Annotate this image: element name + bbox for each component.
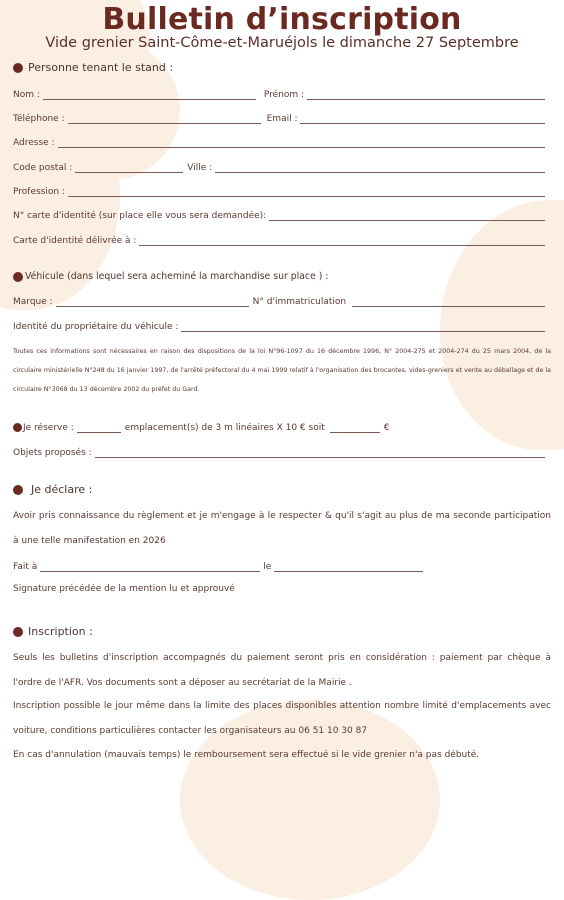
bullet-icon bbox=[13, 485, 23, 495]
row-adresse bbox=[13, 136, 545, 148]
field-immatriculation[interactable] bbox=[352, 297, 545, 307]
section-heading: Je déclare : bbox=[31, 483, 93, 496]
label-le: le bbox=[263, 562, 272, 572]
row-proprietaire bbox=[13, 320, 545, 332]
inscription-same-day-text: Inscription possible le jour même dans la limite des places disponibles attention nombre limité d'emplacements avec voiture, conditions particulières contacter les organisateurs au 06 51 10 30 87 bbox=[13, 701, 551, 736]
bullet-icon bbox=[13, 63, 23, 73]
field-fait-a[interactable] bbox=[40, 562, 260, 572]
field-marque[interactable] bbox=[56, 297, 249, 307]
field-nombre-emplacements[interactable] bbox=[77, 423, 121, 433]
section-inscription bbox=[13, 625, 93, 638]
field-ville[interactable] bbox=[215, 163, 545, 173]
declaration-text: Avoir pris connaissance du règlement et je m'engage à le respecter & qu'il s'agit au plus de ma seconde participation à une telle manifestation en 2026 bbox=[13, 511, 551, 546]
section-heading: Véhicule (dans lequel sera acheminé la marchandise sur place ) : bbox=[25, 271, 329, 282]
section-stand-holder bbox=[13, 61, 173, 74]
field-prenom[interactable] bbox=[307, 90, 545, 100]
label-carte-delivree: Carte d'identité délivrée à : bbox=[13, 236, 137, 246]
label-profession: Profession : bbox=[13, 187, 65, 197]
page-subtitle: Vide grenier Saint-Côme-et-Maruéjols le dimanche 27 Septembre bbox=[45, 35, 519, 51]
label-immatriculation: N° d'immatriculation bbox=[252, 297, 347, 307]
bullet-icon bbox=[13, 423, 22, 432]
label-email: Email : bbox=[266, 114, 298, 124]
row-nom-prenom bbox=[13, 88, 545, 100]
field-montant[interactable] bbox=[330, 423, 380, 433]
label-marque: Marque : bbox=[13, 297, 53, 307]
field-carte-numero[interactable] bbox=[269, 211, 545, 221]
label-nom: Nom : bbox=[13, 90, 40, 100]
row-carte-numero bbox=[13, 209, 545, 221]
label-emplacements: emplacement(s) de 3 m linéaires X 10 € soit bbox=[124, 423, 325, 433]
section-heading: Inscription : bbox=[28, 625, 93, 638]
field-telephone[interactable] bbox=[68, 114, 261, 124]
field-code-postal[interactable] bbox=[75, 163, 183, 173]
section-declaration bbox=[13, 483, 92, 496]
field-date[interactable] bbox=[274, 562, 423, 572]
label-euro: € bbox=[383, 423, 390, 433]
field-email[interactable] bbox=[300, 114, 545, 124]
signature-label: Signature précédée de la mention lu et approuvé bbox=[13, 584, 235, 594]
legal-notice: Toutes ces informations sont nécessaires en raison des dispositions de la loi N°96-1097 du 16 décembre 1996, N° 2004-275 et 2004-274 du 25 mars 2004, de la circulaire ministérielle N°248 du 16 janvier 1997, de l'arrêté préfectoral du 4 mai 1999 relatif à l'organisation des brocantes, vides-greniers et vente au déballage et de la circulaire N°3068 du 13 décembre 2002 du préfet du Gard. bbox=[13, 348, 551, 393]
row-reservation bbox=[13, 421, 433, 433]
bullet-icon bbox=[13, 272, 23, 282]
label-prenom: Prénom : bbox=[263, 90, 305, 100]
section-vehicule bbox=[13, 271, 328, 282]
row-marque-immatriculation bbox=[13, 295, 545, 307]
row-telephone-email bbox=[13, 112, 545, 124]
row-objets bbox=[13, 446, 545, 458]
page-title: Bulletin d’inscription bbox=[102, 2, 462, 37]
label-adresse: Adresse : bbox=[13, 138, 55, 148]
field-nom[interactable] bbox=[43, 90, 256, 100]
field-objets[interactable] bbox=[95, 448, 545, 458]
row-codepostal-ville bbox=[13, 161, 545, 173]
label-code-postal: Code postal : bbox=[13, 163, 73, 173]
label-ville: Ville : bbox=[187, 163, 213, 173]
label-objets: Objets proposés : bbox=[13, 448, 92, 458]
label-fait-a: Fait à bbox=[13, 562, 38, 572]
label-proprietaire: Identité du propriétaire du véhicule : bbox=[13, 322, 179, 332]
field-proprietaire[interactable] bbox=[181, 322, 545, 332]
inscription-payment-text: Seuls les bulletins d'inscription accompagnés du paiement seront pris en considération : paiement par chèque à l'ordre de l'AFR. Vos documents sont a déposer au secrétariat de la Mairie . bbox=[13, 653, 551, 688]
label-carte-numero: N° carte d'identité (sur place elle vous sera demandée): bbox=[13, 211, 267, 221]
inscription-cancellation-text: En cas d'annulation (mauvais temps) le remboursement sera effectué si le vide grenier n'a pas débuté. bbox=[13, 750, 480, 760]
field-carte-delivree[interactable] bbox=[139, 236, 545, 246]
label-je-reserve: Je réserve : bbox=[23, 423, 74, 433]
bullet-icon bbox=[13, 627, 23, 637]
row-fait-le bbox=[13, 560, 423, 572]
row-carte-delivree bbox=[13, 234, 545, 246]
section-heading: Personne tenant le stand : bbox=[28, 61, 174, 74]
field-adresse[interactable] bbox=[58, 138, 545, 148]
field-profession[interactable] bbox=[68, 187, 545, 197]
row-profession bbox=[13, 185, 545, 197]
label-telephone: Téléphone : bbox=[13, 114, 65, 124]
